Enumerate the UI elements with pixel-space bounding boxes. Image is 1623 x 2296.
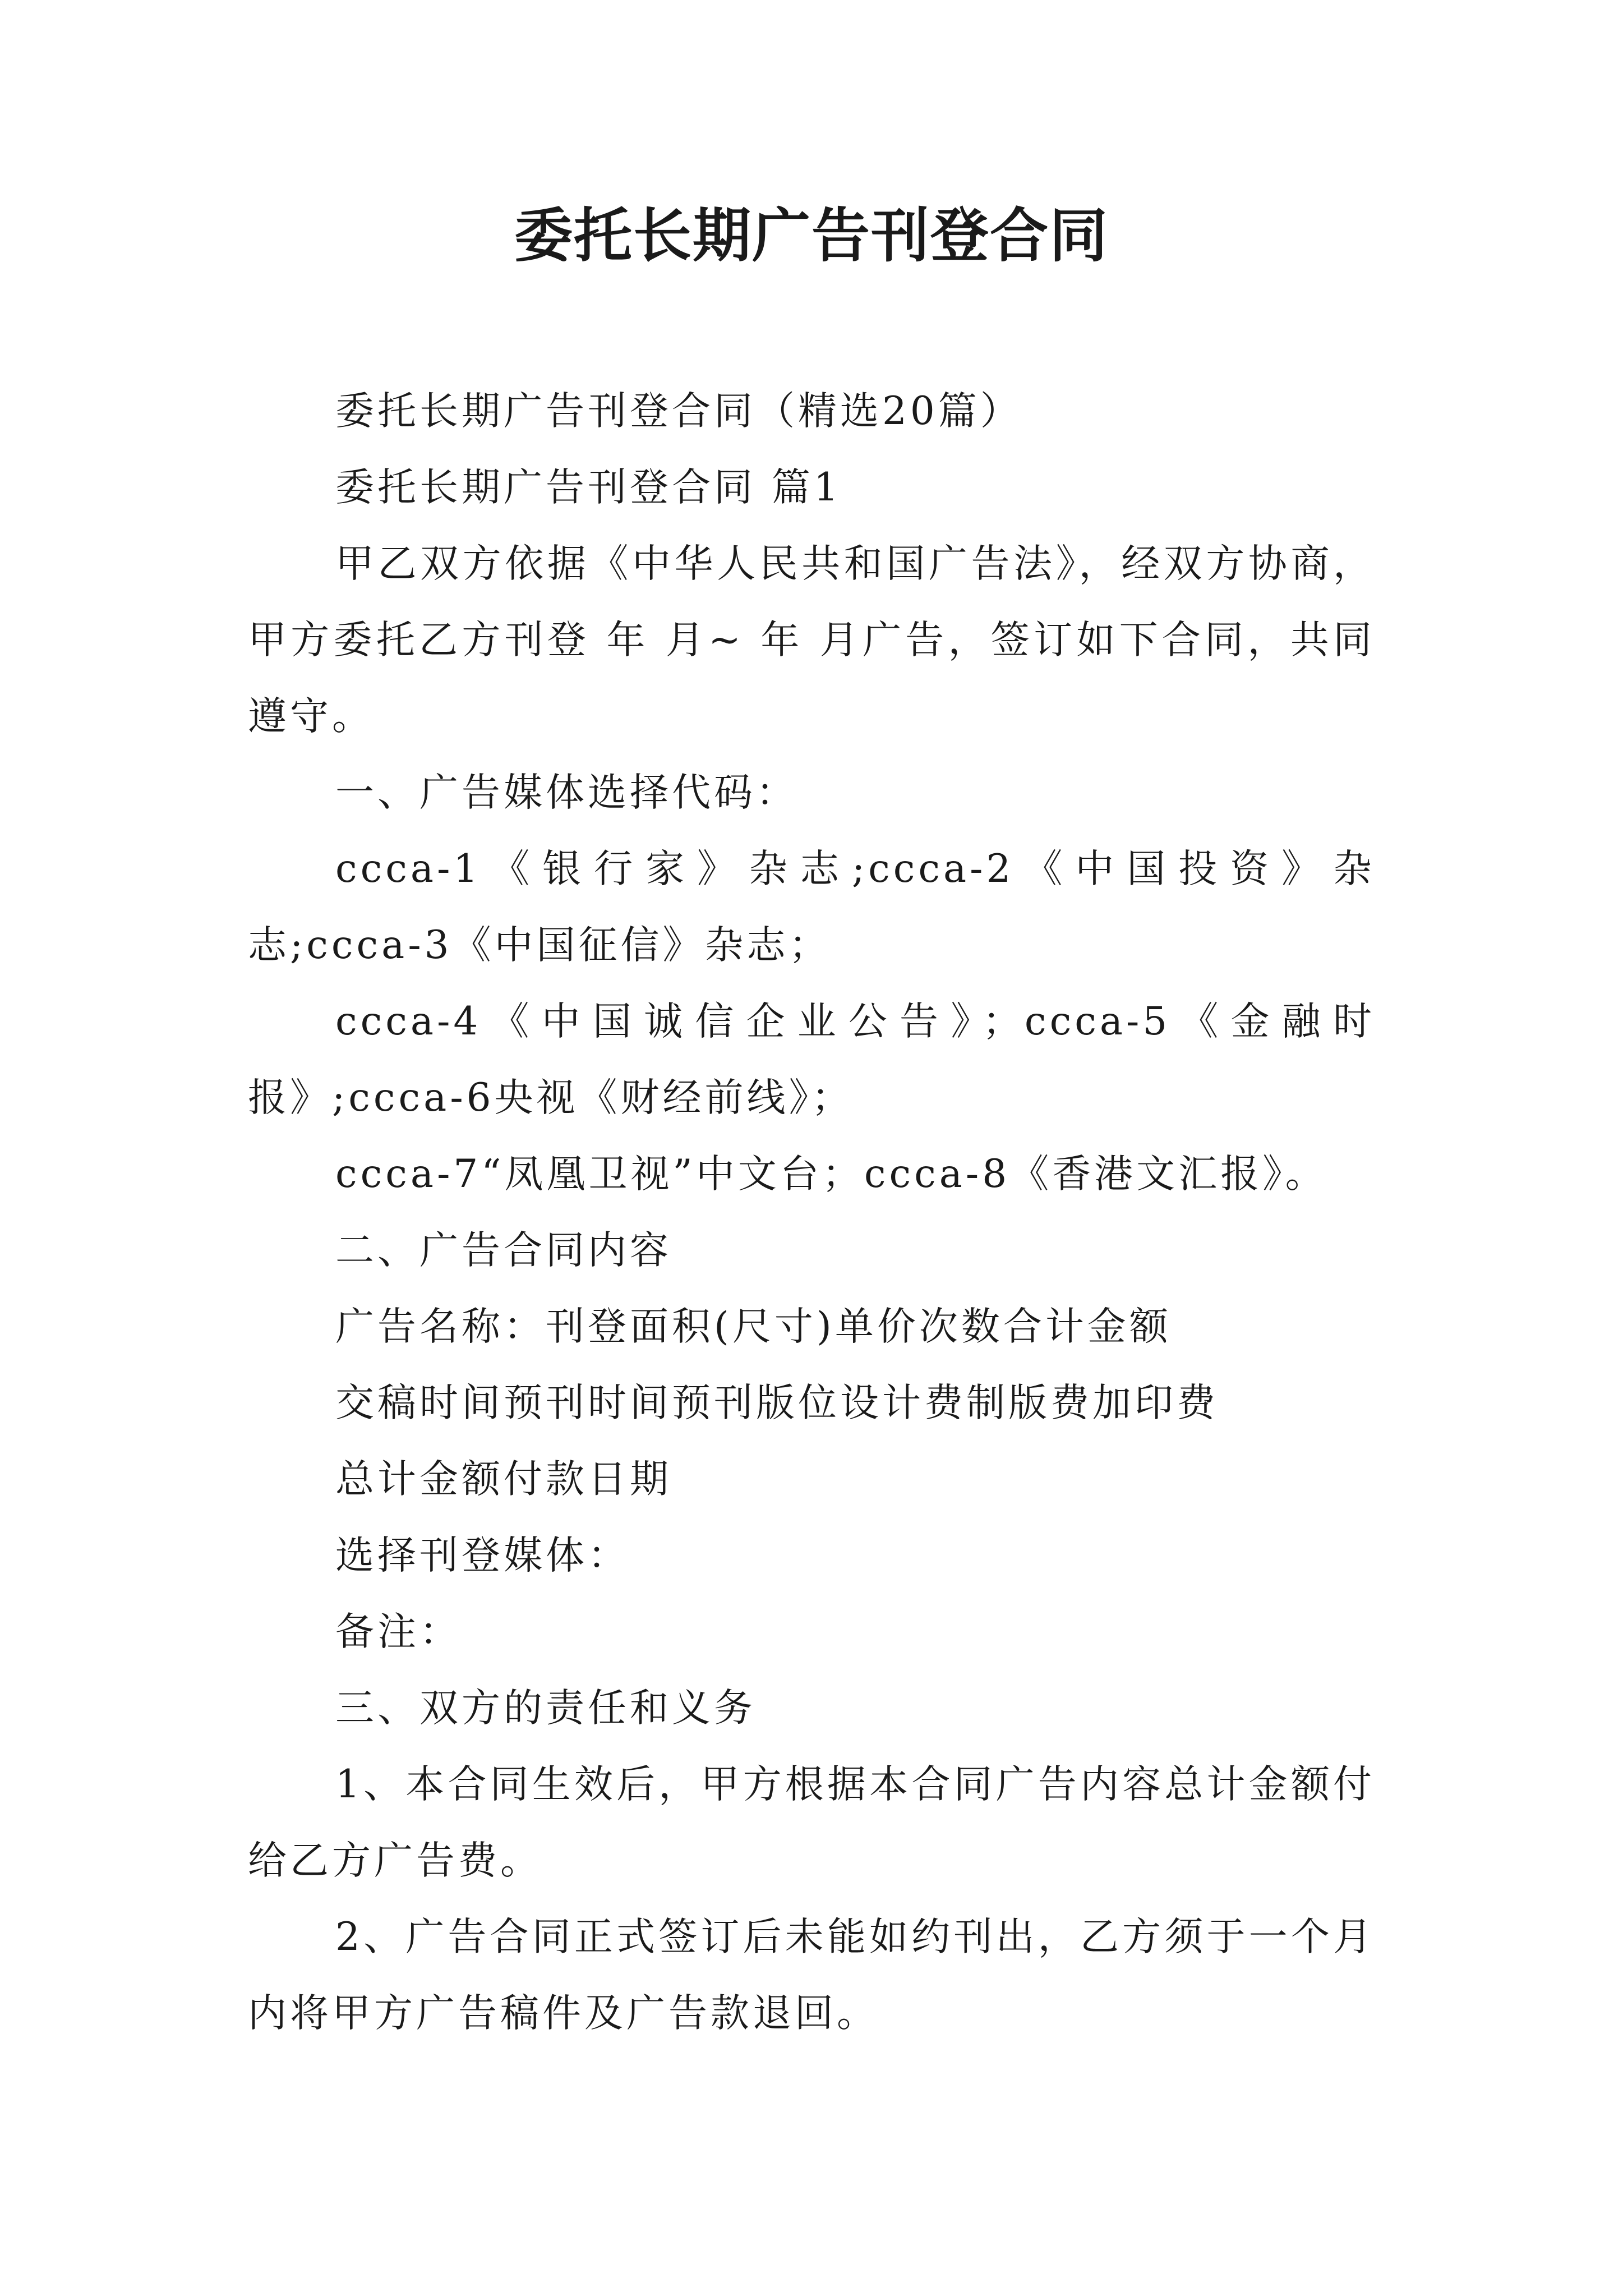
paragraph-ad-fields-1: 广告名称：刊登面积(尺寸)单价次数合计金额	[335, 1304, 1172, 1349]
paragraph-subtitle: 委托长期广告刊登合同（精选20篇）	[335, 389, 1022, 434]
paragraph-clause-1-heading: 一、广告媒体选择代码：	[335, 770, 798, 815]
paragraph-clause-3-heading: 三、双方的责任和义务	[335, 1686, 756, 1731]
paragraph-media-selection: 选择刊登媒体：	[335, 1533, 630, 1578]
paragraph-media-codes-2: ccca-4《中国诚信企业公告》；ccca-5《金融时报》;ccca-6央视《财经前线》；	[248, 999, 1375, 1120]
paragraph-media-codes-3: ccca-7“凤凰卫视”中文台；ccca-8《香港文汇报》。	[335, 1152, 1327, 1197]
paragraph-media-codes-1: ccca-1《银行家》杂志;ccca-2《中国投资》杂志;ccca-3《中国征信》杂志；	[248, 846, 1375, 968]
paragraph-ad-fields-2: 交稿时间预刊时间预刊版位设计费制版费加印费	[335, 1381, 1219, 1425]
paragraph-obligation-2: 2、广告合同正式签订后未能如约刊出，乙方须于一个月内将甲方广告稿件及广告款退回。	[248, 1915, 1375, 2036]
paragraph-obligation-1: 1、本合同生效后，甲方根据本合同广告内容总计金额付给乙方广告费。	[248, 1762, 1375, 1883]
paragraph-ad-fields-3: 总计金额付款日期	[335, 1457, 672, 1502]
document-title: 委托长期广告刊登合同	[514, 201, 1109, 270]
paragraph-remarks: 备注：	[335, 1609, 462, 1654]
paragraph-clause-2-heading: 二、广告合同内容	[335, 1228, 672, 1273]
paragraph-preamble: 甲乙双方依据《中华人民共和国广告法》，经双方协商，甲方委托乙方刊登 年 月~ 年 月广告，签订如下合同，共同遵守。	[248, 541, 1375, 739]
paragraph-section-heading: 委托长期广告刊登合同 篇1	[335, 465, 842, 510]
document-body	[248, 373, 1375, 2051]
